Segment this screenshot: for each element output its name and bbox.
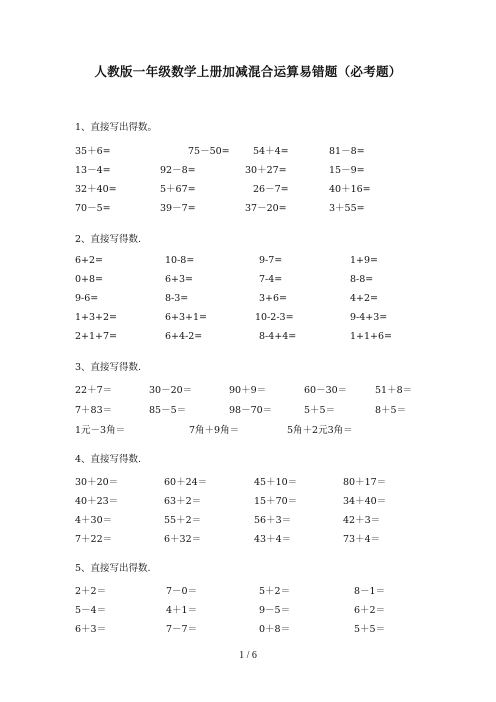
problem: 7－0＝	[166, 586, 198, 597]
problem: 2+1+7=	[75, 331, 118, 342]
problem-row	[75, 143, 475, 162]
problem: 5＋67=	[160, 184, 196, 195]
problem-row	[75, 331, 475, 350]
problem: 75－50=	[188, 146, 230, 157]
problem: 63＋2＝	[164, 496, 202, 507]
problem-row	[75, 583, 475, 602]
problem: 15－9=	[329, 165, 365, 176]
problem: 60＋24＝	[164, 477, 208, 488]
problem: 92－8=	[160, 165, 196, 176]
problem: 1+3+2=	[75, 312, 118, 323]
problem: 22＋7＝	[75, 385, 113, 396]
problem: 6+4-2=	[165, 331, 203, 342]
section-heading: 2、直接写得数.	[75, 234, 142, 245]
problem: 32＋40=	[75, 184, 117, 195]
problem: 6+2=	[75, 255, 104, 266]
problem: 7角＋9角＝	[189, 425, 240, 436]
problem: 9-4+3=	[350, 312, 388, 323]
problem: 85－5＝	[149, 405, 187, 416]
problem: 40＋23＝	[75, 496, 119, 507]
problem: 4＋1＝	[166, 605, 198, 616]
problem: 30＋20＝	[75, 477, 119, 488]
section-3	[75, 362, 475, 442]
problem: 39－7=	[160, 203, 196, 214]
problem: 54＋4=	[253, 146, 289, 157]
problem: 55＋2＝	[164, 515, 202, 526]
problem-row	[75, 602, 475, 621]
problem: 8-4+4=	[259, 331, 297, 342]
problem: 15＋70＝	[254, 496, 298, 507]
problem: 81－8=	[329, 146, 365, 157]
problem-row	[75, 293, 475, 312]
problem: 10-8=	[165, 255, 195, 266]
problem: 7-4=	[259, 274, 283, 285]
problem: 0+8=	[75, 274, 104, 285]
problem: 70－5=	[75, 203, 111, 214]
problem: 40＋16=	[329, 184, 371, 195]
problem: 90＋9＝	[229, 385, 267, 396]
problem-row	[75, 382, 475, 402]
problem: 6+3+1=	[165, 312, 208, 323]
problem: 1元－3角＝	[75, 425, 126, 436]
problem: 51＋8＝	[375, 385, 413, 396]
problem: 4+2=	[350, 293, 379, 304]
problem: 9－5＝	[259, 605, 291, 616]
problem: 30＋27=	[245, 165, 287, 176]
problem: 3＋55=	[329, 203, 365, 214]
problem-row	[75, 181, 475, 200]
problem-row	[75, 531, 475, 550]
problem: 6＋3＝	[75, 624, 107, 635]
problem: 37－20=	[245, 203, 287, 214]
document-title: 人教版一年级数学上册加减混合运算易错题（必考题）	[94, 64, 402, 79]
problem: 43＋4＝	[254, 534, 292, 545]
problem: 60－30＝	[304, 385, 348, 396]
problem-row	[75, 402, 475, 422]
section-heading: 4、直接写得数.	[75, 454, 142, 465]
section-heading: 1、直接写出得数。	[75, 122, 158, 133]
problem: 4＋30＝	[75, 515, 113, 526]
problem: 5－4＝	[75, 605, 107, 616]
problem: 7＋22＝	[75, 534, 113, 545]
problem: 5＋2＝	[259, 586, 291, 597]
problem: 10-2-3=	[255, 312, 294, 323]
section-2	[75, 234, 475, 350]
problem-row	[75, 274, 475, 293]
problem: 34＋40＝	[343, 496, 387, 507]
problem: 5角＋2元3角＝	[287, 425, 353, 436]
problem: 80＋17＝	[343, 477, 387, 488]
problem-row	[75, 255, 475, 274]
problem: 35＋6=	[75, 146, 111, 157]
problem: 2＋2＝	[75, 586, 107, 597]
page-number: 1 / 6	[239, 650, 257, 661]
problem: 9-6=	[75, 293, 99, 304]
problem: 8-3=	[165, 293, 189, 304]
section-1	[75, 122, 475, 219]
problem: 98－70＝	[229, 405, 273, 416]
problem: 7－7＝	[166, 624, 198, 635]
problem: 73＋4＝	[343, 534, 381, 545]
problem: 8－1＝	[354, 586, 386, 597]
problem-row	[75, 162, 475, 181]
problem: 56＋3＝	[254, 515, 292, 526]
problem-row	[75, 493, 475, 512]
problem: 6＋2＝	[354, 605, 386, 616]
section-4	[75, 454, 475, 550]
problem: 5＋5＝	[304, 405, 336, 416]
problem: 26－7=	[253, 184, 289, 195]
section-heading: 5、直接写出得数.	[75, 563, 151, 574]
problem-row	[75, 621, 475, 640]
problem: 1+9=	[350, 255, 379, 266]
problem: 9-7=	[259, 255, 283, 266]
problem: 8-8=	[350, 274, 374, 285]
problem: 42＋3＝	[343, 515, 381, 526]
problem-row	[75, 422, 475, 442]
problem-row	[75, 312, 475, 331]
problem: 30－20＝	[149, 385, 193, 396]
problem-row	[75, 200, 475, 219]
problem: 5＋5＝	[354, 624, 386, 635]
problem: 3+6=	[259, 293, 288, 304]
problem: 45＋10＝	[254, 477, 298, 488]
problem: 1+1+6=	[350, 331, 393, 342]
problem: 8＋5＝	[375, 405, 407, 416]
section-heading: 3、直接写得数.	[75, 362, 142, 373]
problem: 6+3=	[165, 274, 194, 285]
problem: 7＋83＝	[75, 405, 113, 416]
section-5	[75, 563, 475, 640]
problem-row	[75, 512, 475, 531]
problem: 6＋32＝	[164, 534, 202, 545]
problem: 13－4=	[75, 165, 111, 176]
problem: 0＋8＝	[259, 624, 291, 635]
problem-row	[75, 474, 475, 493]
